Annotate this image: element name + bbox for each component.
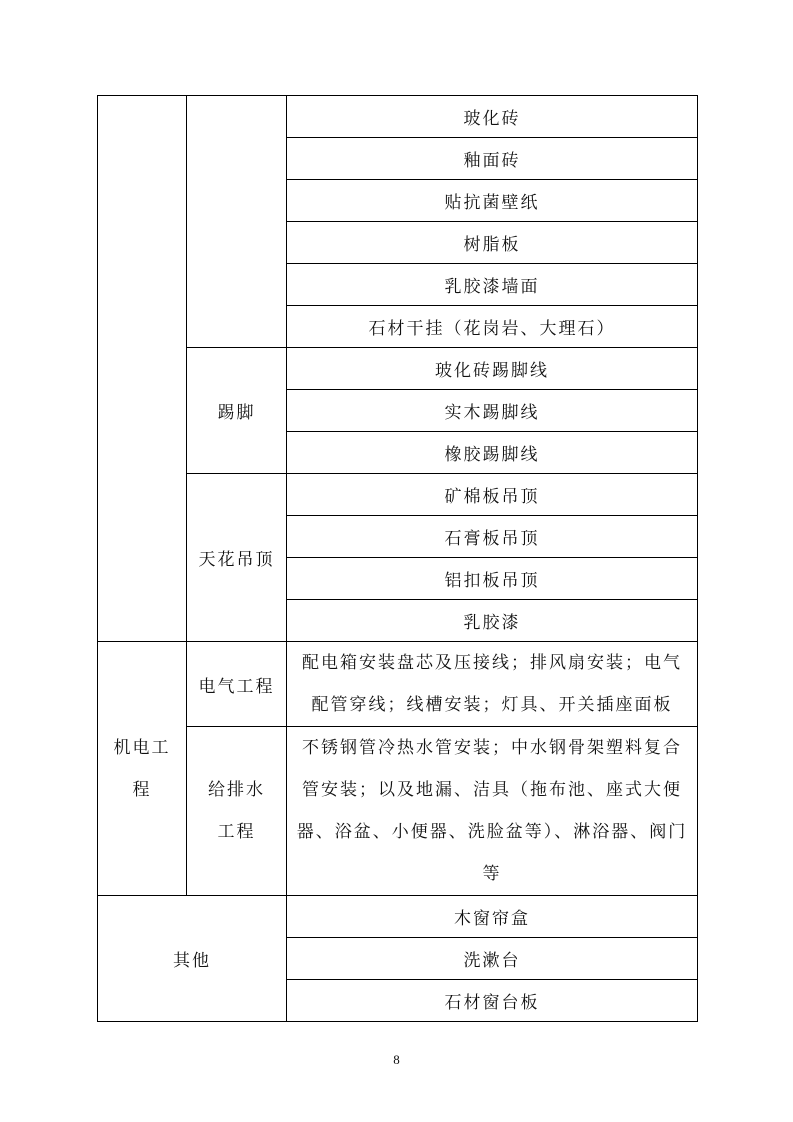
item-cell: 釉面砖 xyxy=(287,138,698,180)
description-cell: 不锈钢管冷热水管安装；中水钢骨架塑料复合管安装；以及地漏、洁具（拖布池、座式大便器、浴盆、小便器、洗脸盆等）、淋浴器、阀门等 xyxy=(287,727,698,896)
item-cell: 石膏板吊顶 xyxy=(287,516,698,558)
item-cell: 橡胶踢脚线 xyxy=(287,432,698,474)
item-cell: 树脂板 xyxy=(287,222,698,264)
description-cell: 配电箱安装盘芯及压接线；排风扇安装；电气配管穿线；线槽安装；灯具、开关插座面板 xyxy=(287,642,698,727)
item-cell: 矿棉板吊顶 xyxy=(287,474,698,516)
table-row xyxy=(98,474,698,516)
item-cell: 玻化砖踢脚线 xyxy=(287,348,698,390)
subcategory-cell: 给排水工程 xyxy=(187,727,287,896)
subcategory-cell: 踢脚 xyxy=(187,348,287,474)
category-cell: 机电工程 xyxy=(98,642,187,896)
item-cell: 贴抗菌壁纸 xyxy=(287,180,698,222)
decoration-scope-table xyxy=(97,95,698,1022)
item-cell: 石材干挂（花岗岩、大理石） xyxy=(287,306,698,348)
table-row xyxy=(98,348,698,390)
item-cell: 石材窗台板 xyxy=(287,980,698,1022)
subcategory-cell: 天花吊顶 xyxy=(187,474,287,642)
item-cell: 铝扣板吊顶 xyxy=(287,558,698,600)
category-cell xyxy=(98,96,187,642)
table-row xyxy=(98,642,698,727)
table-row xyxy=(98,727,698,896)
item-cell: 乳胶漆墙面 xyxy=(287,264,698,306)
item-cell: 乳胶漆 xyxy=(287,600,698,642)
item-cell: 木窗帘盒 xyxy=(287,896,698,938)
category-cell: 其他 xyxy=(98,896,287,1022)
item-cell: 玻化砖 xyxy=(287,96,698,138)
subcategory-cell: 电气工程 xyxy=(187,642,287,727)
table-row xyxy=(98,896,698,938)
table-row xyxy=(98,96,698,138)
item-cell: 洗漱台 xyxy=(287,938,698,980)
item-cell: 实木踢脚线 xyxy=(287,390,698,432)
subcategory-cell xyxy=(187,96,287,348)
page-number: 8 xyxy=(393,1052,400,1067)
